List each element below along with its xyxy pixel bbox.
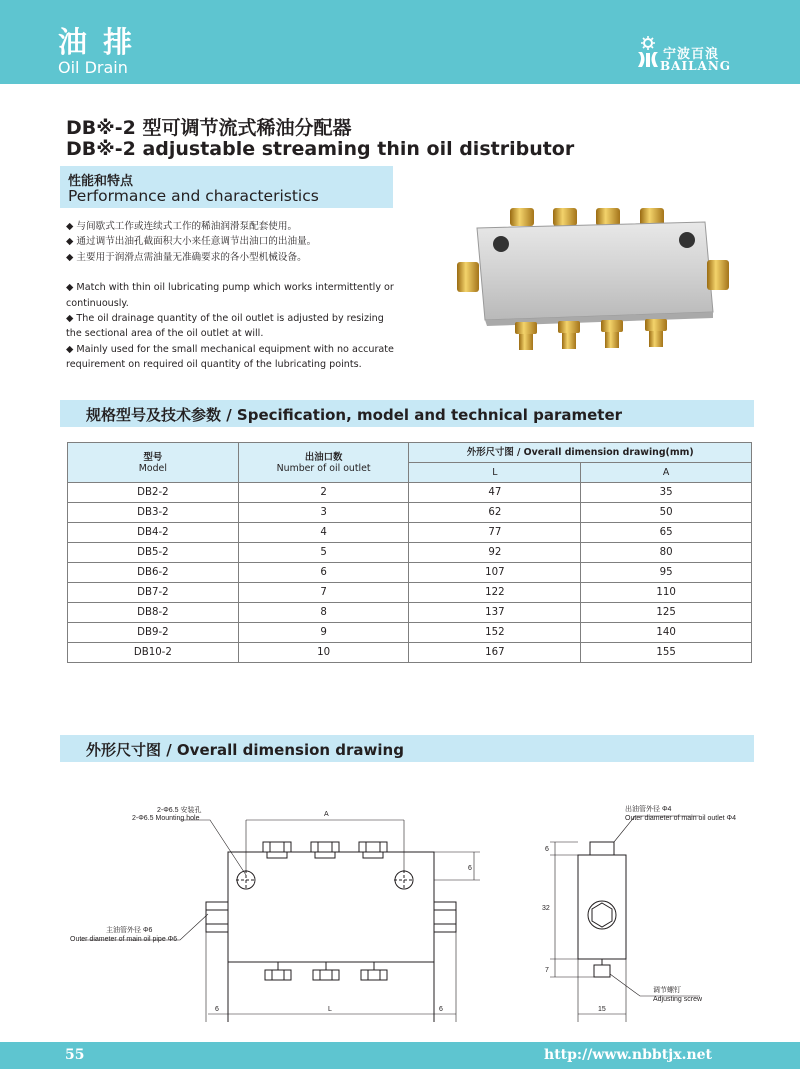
cell-outlets: 5 — [238, 543, 409, 563]
dim-6-left: 6 — [215, 1006, 219, 1013]
table-row — [68, 543, 752, 563]
cell-L: 137 — [409, 603, 581, 623]
cell-A: 35 — [581, 483, 752, 503]
table-row — [68, 603, 752, 623]
bullet-cn: ◆ 通过调节出油孔截面积大小来任意调节出油口的出油量。 — [66, 236, 317, 248]
table-row — [68, 623, 752, 643]
cell-A: 155 — [581, 643, 752, 663]
cell-outlets: 6 — [238, 563, 409, 583]
cell-model: DB8-2 — [68, 603, 239, 623]
col-A-header: A — [581, 463, 752, 483]
dimension-drawing — [60, 790, 760, 1030]
table-row — [68, 563, 752, 583]
product-title-en: DB※-2 adjustable streaming thin oil distributor — [66, 138, 575, 160]
col-outlets-en: Number of oil outlet — [276, 462, 371, 474]
bullet-en: ◆ Match with thin oil lubricating pump which works intermittently or continuously. — [66, 282, 394, 309]
bullet-en: ◆ Mainly used for the small mechanical equipment with no accurate requirement on required oil quantity of the lubricating points. — [66, 343, 394, 371]
dim-6-right: 6 — [439, 1006, 443, 1013]
section-title-en: Oil Drain — [58, 58, 128, 77]
bailang-logo — [635, 35, 745, 75]
cell-L: 107 — [409, 563, 581, 583]
cell-outlets: 4 — [238, 523, 409, 543]
side-dim-7: 7 — [545, 967, 549, 974]
dim-6-top: 6 — [468, 865, 472, 872]
cell-outlets: 3 — [238, 503, 409, 523]
outlet-cn: 出油管外径 Φ4 — [625, 806, 672, 813]
cell-model: DB2-2 — [68, 483, 239, 503]
cell-A: 110 — [581, 583, 752, 603]
table-row — [68, 583, 752, 603]
side-dim-6: 6 — [545, 846, 549, 853]
side-dim-15: 15 — [598, 1006, 606, 1013]
col-model-cn: 型号 — [143, 451, 163, 463]
adjust-screw-en: Adjusting screw — [653, 996, 703, 1003]
table-row — [68, 643, 752, 663]
bullet-cn: ◆ 与间歇式工作或连续式工作的稀油润滑泵配套使用。 — [66, 221, 298, 232]
cell-model: DB7-2 — [68, 583, 239, 603]
mounting-hole-cn: 2-Φ6.5 安装孔 — [157, 807, 202, 814]
logo-text-en: BAILANG — [660, 59, 732, 73]
product-title-cn: DB※-2 型可调节流式稀油分配器 — [66, 117, 352, 139]
cell-outlets: 10 — [238, 643, 409, 663]
spec-table — [67, 442, 752, 663]
cell-A: 80 — [581, 543, 752, 563]
page-number: 55 — [65, 1047, 85, 1063]
product-photo — [455, 200, 740, 360]
table-row — [68, 503, 752, 523]
table-row — [68, 523, 752, 543]
mounting-hole-en: 2-Φ6.5 Mounting hole — [132, 815, 200, 822]
website-url: http://www.nbbtjx.net — [544, 1047, 712, 1063]
outlet-en: Outer diameter of main oil outlet Φ4 — [625, 815, 737, 822]
cell-L: 167 — [409, 643, 581, 663]
cell-A: 65 — [581, 523, 752, 543]
col-dim-header: 外形尺寸图 / Overall dimension drawing(mm) — [409, 443, 752, 463]
cell-L: 47 — [409, 483, 581, 503]
col-model-header — [68, 443, 239, 483]
main-pipe-en: Outer diameter of main oil pipe Φ6 — [70, 936, 178, 943]
col-outlets-cn: 出油口数 — [304, 451, 343, 463]
cell-L: 77 — [409, 523, 581, 543]
cell-A: 140 — [581, 623, 752, 643]
cell-outlets: 7 — [238, 583, 409, 603]
cell-L: 92 — [409, 543, 581, 563]
col-outlets-header — [238, 443, 409, 483]
cell-A: 95 — [581, 563, 752, 583]
performance-heading-cn: 性能和特点 — [68, 174, 134, 189]
cell-model: DB3-2 — [68, 503, 239, 523]
bullet-en: ◆ The oil drainage quantity of the oil outlet is adjusted by resizing the sectional area of the oil outlet at will. — [66, 313, 384, 340]
section-title-cn: 油 排 — [58, 25, 136, 59]
col-model-en: Model — [138, 462, 167, 474]
col-L-header: L — [409, 463, 581, 483]
cell-model: DB9-2 — [68, 623, 239, 643]
performance-heading-en: Performance and characteristics — [68, 187, 319, 205]
cell-model: DB6-2 — [68, 563, 239, 583]
cell-model: DB5-2 — [68, 543, 239, 563]
drawing-heading: 外形尺寸图 / Overall dimension drawing — [86, 741, 404, 759]
cell-A: 50 — [581, 503, 752, 523]
side-dim-32: 32 — [542, 905, 550, 912]
main-pipe-cn: 主油管外径 Φ6 — [106, 927, 153, 934]
cell-outlets: 9 — [238, 623, 409, 643]
cell-L: 152 — [409, 623, 581, 643]
spec-heading: 规格型号及技术参数 / Specification, model and technical parameter — [86, 406, 623, 424]
cell-outlets: 2 — [238, 483, 409, 503]
cell-outlets: 8 — [238, 603, 409, 623]
cell-L: 62 — [409, 503, 581, 523]
cell-model: DB10-2 — [68, 643, 239, 663]
dim-A-label: A — [324, 811, 329, 818]
logo-text-cn: 宁波百浪 — [663, 47, 720, 62]
bailang-logo-icon — [635, 35, 661, 69]
performance-bullets — [66, 219, 401, 373]
bullet-cn: ◆ 主要用于润滑点需油量无准确要求的各小型机械设备。 — [66, 251, 307, 263]
cell-L: 122 — [409, 583, 581, 603]
dim-L-label: L — [328, 1006, 332, 1013]
cell-model: DB4-2 — [68, 523, 239, 543]
table-row — [68, 483, 752, 503]
cell-A: 125 — [581, 603, 752, 623]
adjust-screw-cn: 调节螺钉 — [653, 987, 681, 994]
